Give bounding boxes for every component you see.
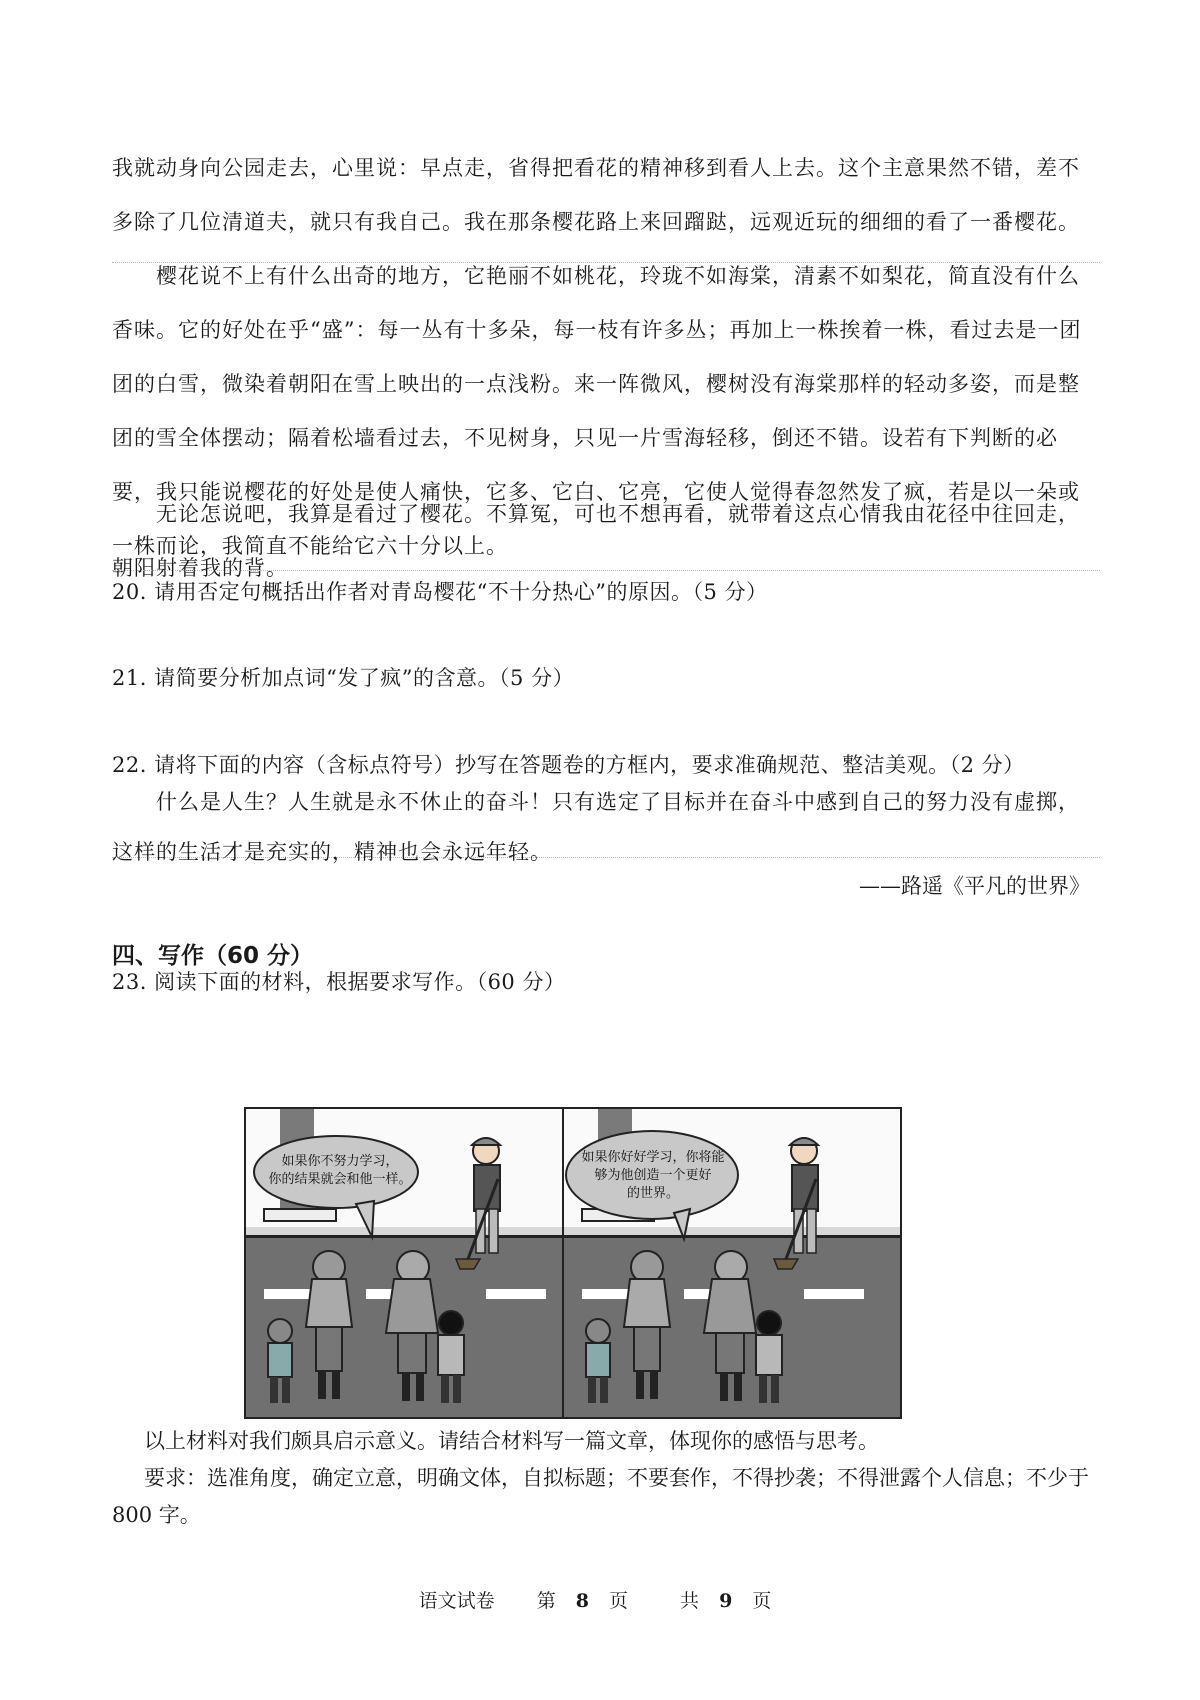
- comic-left-speech: [260, 1153, 420, 1189]
- comic-left-speech-line: 你的结果就会和他一样。: [268, 1172, 412, 1187]
- footer-page-num: 8: [575, 1590, 589, 1612]
- footer-total-suffix: 页: [752, 1590, 772, 1612]
- writing-requirements: 要求：选准角度，确定立意，明确文体，自拟标题；不要套作，不得抄袭；不得泄露个人信息；不少于 800 字。: [112, 1466, 1089, 1527]
- comic-panel-left: [244, 1107, 584, 1419]
- quote-text: 什么是人生？人生就是永不休止的奋斗！只有选定了目标并在奋斗中感到自己的努力没有虚掷，这样的生活才是充实的，精神也会永远年轻。: [112, 790, 1080, 864]
- dotted-rule: [112, 262, 1100, 263]
- comic-right-speech-line: 的世界。: [626, 1186, 679, 1201]
- footer-page-suffix: 页: [608, 1590, 628, 1612]
- footer-page-total: [670, 1590, 781, 1612]
- copy-quote: [112, 777, 1100, 877]
- reading-passage: [112, 141, 1100, 249]
- footer-total-num: 9: [719, 1590, 733, 1612]
- writing-prompt: 以上材料对我们颇具启示意义。请结合材料写一篇文章，体现你的感悟与思考。: [144, 1429, 879, 1453]
- comic-panel-right: [562, 1107, 902, 1419]
- comic-right-speech: [570, 1149, 736, 1203]
- writing-instructions: [112, 1423, 1102, 1534]
- section-title-writing: 四、写作（60 分）: [112, 943, 314, 969]
- question-20: 20. 请用否定句概括出作者对青岛樱花“不十分热心”的原因。（5 分）: [112, 580, 768, 604]
- page-footer: [0, 1586, 1200, 1613]
- passage-paragraph-2: 樱花说不上有什么出奇的地方，它艳丽不如桃花，玲珑不如海棠，清素不如梨花，简直没有什么香味。它的好处在乎“盛”：每一丛有十多朵，每一枝有许多丛；再加上一株挨着一株，看过去是一团团的白雪，微染着朝阳在雪上映出的一点浅粉。来一阵微风，樱树没有海棠那样的轻动多姿，而是整团的雪全体摆动；隔着松墙看过去，不见树身，只见一片雪海轻移，倒还不错。设若有下判断的必要，我只能说樱花的好处是使人痛快，它多、它白、它亮，它使人觉得春忽然发了疯，若是以一朵或一株而论，我简直不能给它六十分以上。: [112, 264, 1082, 558]
- question-21: 21. 请简要分析加点词“发了疯”的含意。（5 分）: [112, 666, 575, 690]
- comic-right-speech-line: 够为他创造一个更好: [594, 1168, 712, 1183]
- footer-page-prefix: 第: [536, 1590, 556, 1612]
- footer-page-number: [527, 1590, 638, 1612]
- quote-source: ——路遥《平凡的世界》: [859, 874, 1090, 898]
- footer-subject: 语文试卷: [418, 1590, 495, 1612]
- footer-total-prefix: 共: [680, 1590, 700, 1612]
- comic-right-speech-line: 如果你好好学习，你将能: [581, 1150, 725, 1165]
- passage-paragraph-1: 我就动身向公园走去，心里说：早点走，省得把看花的精神移到看人上去。这个主意果然不错，差不多除了几位清道夫，就只有我自己。我在那条樱花路上来回蹓跶，远观近玩的细细的看了一番樱花。: [112, 156, 1080, 234]
- dotted-rule: [112, 570, 1100, 571]
- comic-left-speech-line: 如果你不努力学习，: [281, 1154, 399, 1169]
- question-22: 22. 请将下面的内容（含标点符号）抄写在答题卷的方框内，要求准确规范、整洁美观。（2 分）: [112, 753, 1025, 777]
- question-23: 23. 阅读下面的材料，根据要求写作。（60 分）: [112, 970, 566, 994]
- passage-paragraph-3: 无论怎说吧，我算是看过了樱花。不算冤，可也不想再看，就带着这点心情我由花径中往回走，朝阳射着我的背。: [112, 502, 1080, 580]
